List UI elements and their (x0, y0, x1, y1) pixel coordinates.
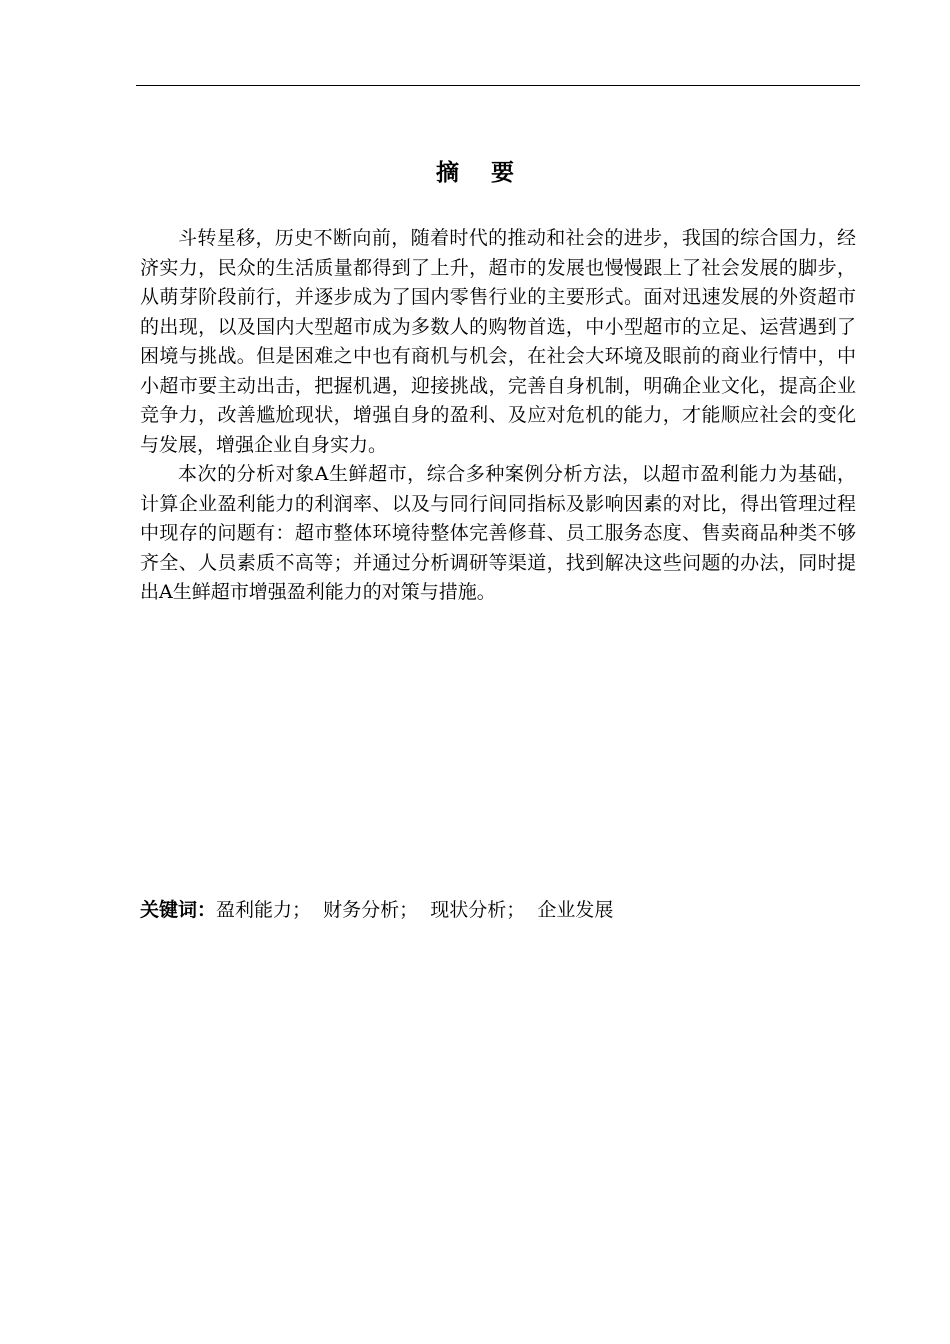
keyword-item: 盈利能力； (216, 899, 312, 921)
keyword-item: 财务分析； (323, 899, 419, 921)
keyword-item: 企业发展 (537, 899, 614, 921)
header-rule (136, 85, 860, 86)
keyword-item: 现状分析； (430, 899, 526, 921)
abstract-paragraph-1: 斗转星移，历史不断向前，随着时代的推动和社会的进步，我国的综合国力，经济实力，民众的生活质量都得到了上升，超市的发展也慢慢跟上了社会发展的脚步，从萌芽阶段前行，并逐步成为了国内零售行业的主要形式。面对迅速发展的外资超市的出现，以及国内大型超市成为多数人的购物首选，中小型超市的立足、运营遇到了困境与挑战。但是困难之中也有商机与机会，在社会大环境及眼前的商业行情中，中小超市要主动出击，把握机遇，迎接挑战，完善自身机制，明确企业文化，提高企业竞争力，改善尴尬现状，增强自身的盈利、及应对危机的能力，才能顺应社会的变化与发展，增强企业自身实力。 (140, 227, 856, 456)
keywords-label: 关键词： (140, 899, 217, 921)
abstract-paragraph-2: 本次的分析对象A生鲜超市，综合多种案例分析方法，以超市盈利能力为基础，计算企业盈利能力的利润率、以及与同行间同指标及影响因素的对比，得出管理过程中现存的问题有：超市整体环境待整体完善修葺、员工服务态度、售卖商品种类不够齐全、人员素质不高等；并通过分析调研等渠道，找到解决这些问题的办法，同时提出A生鲜超市增强盈利能力的对策与措施。 (140, 463, 856, 603)
abstract-body (140, 224, 856, 608)
abstract-title: 摘 要 (435, 160, 515, 186)
keywords-line (140, 896, 856, 925)
